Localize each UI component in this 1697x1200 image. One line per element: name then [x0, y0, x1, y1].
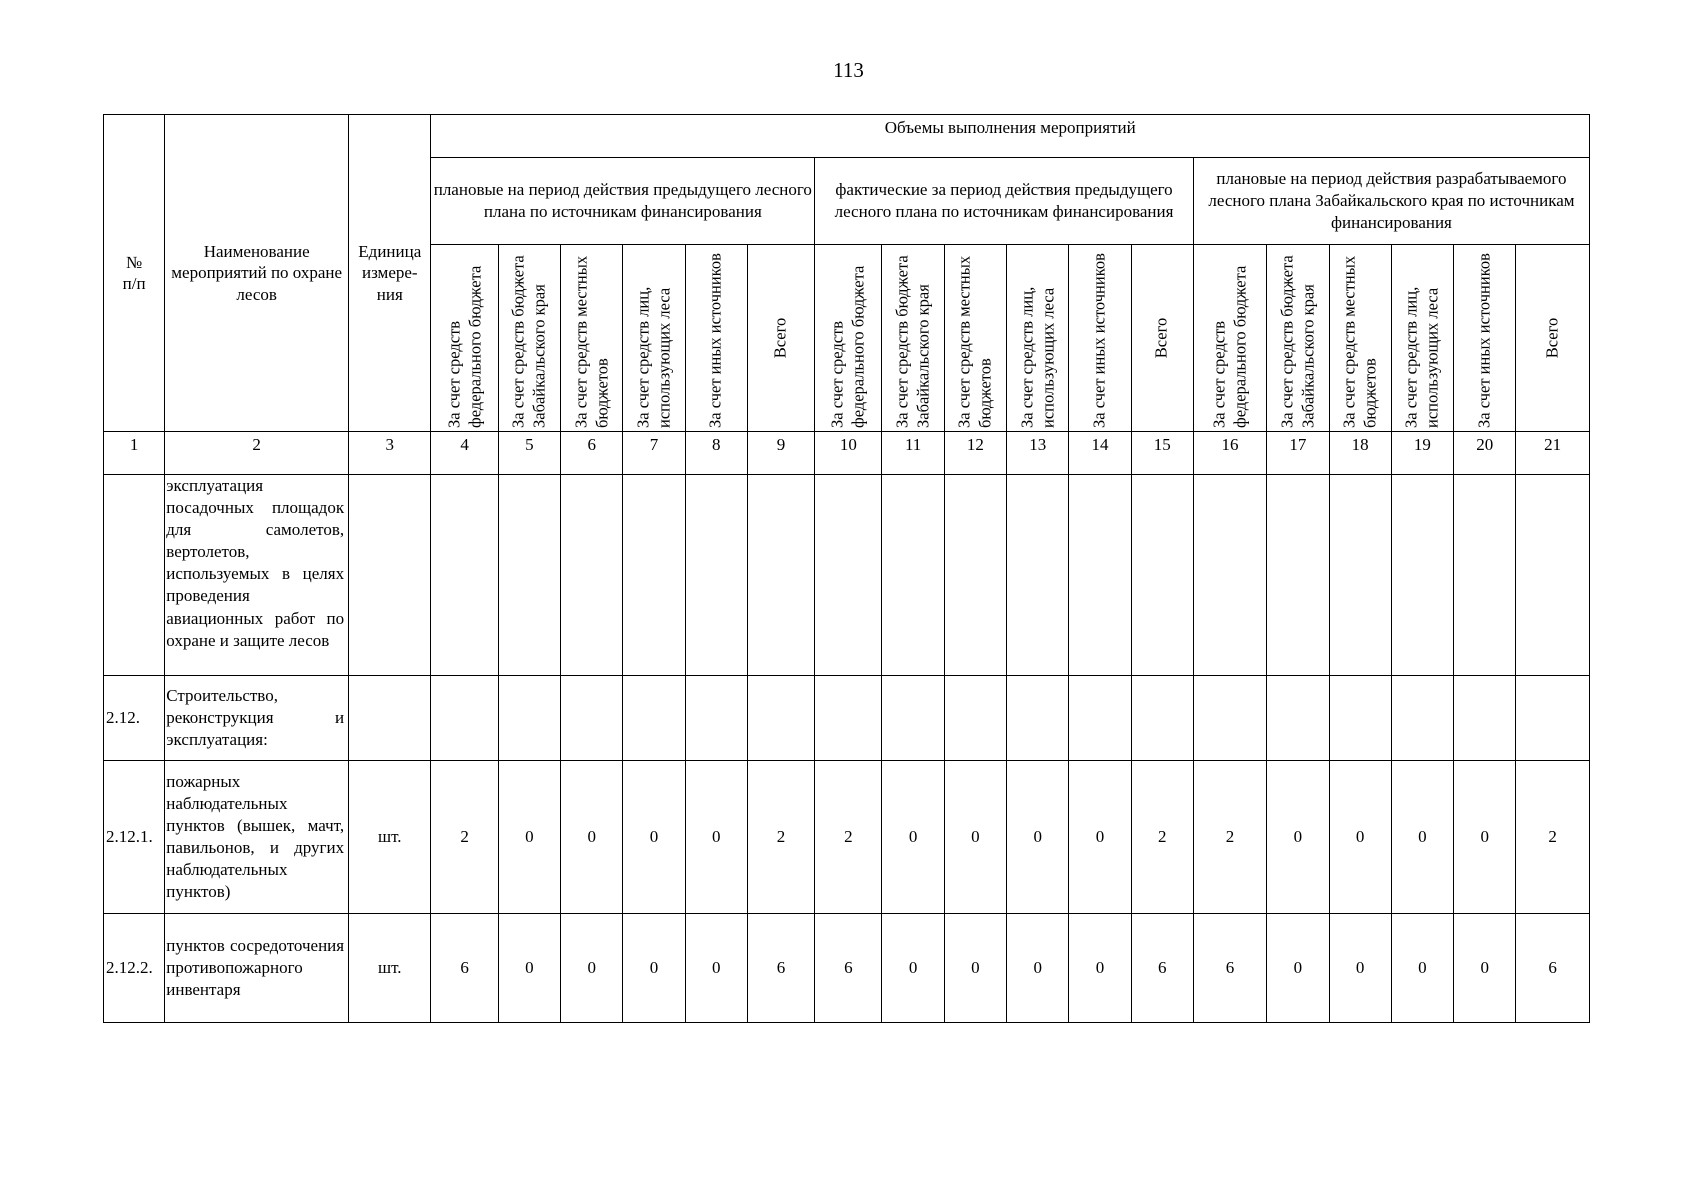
- row-value: 0: [1069, 761, 1131, 914]
- column-number: 13: [1007, 432, 1069, 475]
- row-name: эксплуатация посадочных площадок для самолетов, вертолетов, используемых в целях проведения авиационных работ по охране и защите лесов: [165, 475, 349, 676]
- row-value: [1193, 676, 1266, 761]
- row-value: [561, 475, 623, 676]
- header-source-cell: [1267, 245, 1329, 432]
- header-source-label: За счет средств лиц, использующих леса: [1017, 286, 1057, 428]
- table-row: [104, 914, 1590, 1023]
- row-value: 2: [431, 761, 498, 914]
- row-value: [944, 676, 1006, 761]
- row-value: 0: [1454, 761, 1516, 914]
- header-source-cell: [685, 245, 747, 432]
- header-source-cell: [1193, 245, 1266, 432]
- header-source-label: За счет средств лиц, использующих леса: [633, 286, 673, 428]
- header-source-label: За счет средств местных бюджетов: [571, 255, 611, 428]
- column-number: 18: [1329, 432, 1391, 475]
- row-value: 6: [815, 914, 882, 1023]
- row-value: 0: [1329, 761, 1391, 914]
- header-source-label: За счет средств бюджета Забайкальского края: [508, 255, 549, 428]
- column-number: 15: [1131, 432, 1193, 475]
- column-number: 3: [349, 432, 431, 475]
- header-source-label: Всего: [1151, 317, 1171, 359]
- row-value: 0: [1391, 914, 1453, 1023]
- row-value: 0: [882, 914, 944, 1023]
- header-group-3: [1193, 158, 1589, 245]
- header-source-cell: [431, 245, 498, 432]
- column-number: 2: [165, 432, 349, 475]
- row-value: 6: [1131, 914, 1193, 1023]
- column-number: 4: [431, 432, 498, 475]
- row-number: 2.12.1.: [104, 761, 165, 914]
- header-source-label: За счет иных источников: [1474, 253, 1494, 428]
- row-value: 0: [498, 914, 560, 1023]
- header-group-label: плановые на период действия предыдущего лесного плана по источникам финансирования: [433, 179, 812, 221]
- header-source-label: Всего: [1542, 317, 1562, 359]
- row-value: [1007, 475, 1069, 676]
- row-value: [815, 676, 882, 761]
- row-value: [685, 475, 747, 676]
- row-value: [1454, 676, 1516, 761]
- row-name: Строительство, реконструкция и эксплуатация:: [165, 676, 349, 761]
- row-name: пожарных наблюдательных пунктов (вышек, мачт, павильонов, и других наблюдательных пунктов): [165, 761, 349, 914]
- row-value: [1007, 676, 1069, 761]
- row-value: 2: [1516, 761, 1590, 914]
- row-value: 0: [561, 914, 623, 1023]
- row-value: 0: [1007, 761, 1069, 914]
- header-col-name-text: Наименование мероприятий по охране лесов: [171, 242, 343, 304]
- row-value: [1267, 676, 1329, 761]
- row-value: 6: [747, 914, 814, 1023]
- header-group-label: фактические за период действия предыдущего лесного плана по источникам финансирования: [834, 179, 1174, 221]
- row-value: 0: [1007, 914, 1069, 1023]
- row-value: 0: [1329, 914, 1391, 1023]
- row-unit: шт.: [349, 914, 431, 1023]
- row-value: [498, 475, 560, 676]
- row-value: 0: [1267, 914, 1329, 1023]
- row-value: 6: [1516, 914, 1590, 1023]
- row-value: [882, 475, 944, 676]
- header-source-cell: [561, 245, 623, 432]
- row-value: [1516, 676, 1590, 761]
- table-row: [104, 475, 1590, 676]
- header-source-cell: [1391, 245, 1453, 432]
- header-col-unit: [349, 115, 431, 432]
- row-value: [1454, 475, 1516, 676]
- row-value: [1193, 475, 1266, 676]
- header-source-cell: [1131, 245, 1193, 432]
- table-row: [104, 761, 1590, 914]
- row-value: [1267, 475, 1329, 676]
- row-value: 2: [747, 761, 814, 914]
- header-source-cell: [498, 245, 560, 432]
- column-number: 5: [498, 432, 560, 475]
- row-value: [431, 475, 498, 676]
- row-value: [747, 676, 814, 761]
- header-source-label: За счет средств федерального бюджета: [443, 265, 484, 428]
- row-value: [561, 676, 623, 761]
- row-number: 2.12.: [104, 676, 165, 761]
- header-source-cell: [944, 245, 1006, 432]
- header-source-cell: [747, 245, 814, 432]
- row-name: пунктов сосредоточения противопожарного инвентаря: [165, 914, 349, 1023]
- header-source-label: За счет средств местных бюджетов: [954, 255, 995, 428]
- row-value: [623, 676, 685, 761]
- header-source-cell: [1007, 245, 1069, 432]
- row-value: 0: [944, 914, 1006, 1023]
- row-value: [1131, 475, 1193, 676]
- table-row: [104, 676, 1590, 761]
- column-number: 19: [1391, 432, 1453, 475]
- column-number: 8: [685, 432, 747, 475]
- row-value: 2: [1131, 761, 1193, 914]
- row-value: 0: [1267, 761, 1329, 914]
- header-source-label: За счет иных источников: [1089, 253, 1109, 428]
- row-unit: шт.: [349, 761, 431, 914]
- row-value: 0: [1454, 914, 1516, 1023]
- row-value: [1329, 475, 1391, 676]
- row-value: [498, 676, 560, 761]
- row-value: 6: [431, 914, 498, 1023]
- row-value: 0: [498, 761, 560, 914]
- header-source-label: За счет средств бюджета Забайкальского края: [892, 255, 933, 428]
- row-value: [815, 475, 882, 676]
- row-value: [944, 475, 1006, 676]
- row-value: 0: [882, 761, 944, 914]
- row-value: [747, 475, 814, 676]
- header-source-label: За счет средств федерального бюджета: [1209, 265, 1250, 428]
- row-value: 0: [1069, 914, 1131, 1023]
- row-value: [1516, 475, 1590, 676]
- row-number: 2.12.2.: [104, 914, 165, 1023]
- header-source-label: За счет средств федерального бюджета: [827, 265, 868, 428]
- row-value: [1131, 676, 1193, 761]
- row-value: [1391, 475, 1453, 676]
- column-number: 1: [104, 432, 165, 475]
- row-value: [882, 676, 944, 761]
- row-value: [431, 676, 498, 761]
- row-unit: [349, 475, 431, 676]
- header-source-label: Всего: [770, 317, 790, 359]
- header-source-cell: [1329, 245, 1391, 432]
- header-source-cell: [882, 245, 944, 432]
- row-value: 0: [1391, 761, 1453, 914]
- row-value: 0: [623, 914, 685, 1023]
- header-source-label: За счет средств местных бюджетов: [1339, 255, 1380, 428]
- header-col-unit-text: Единица измере-ния: [358, 242, 422, 304]
- header-source-label: За счет средств лиц, использующих леса: [1401, 286, 1442, 428]
- header-source-cell: [815, 245, 882, 432]
- column-number: 16: [1193, 432, 1266, 475]
- row-value: 2: [815, 761, 882, 914]
- header-volumes-title: Объемы выполнения мероприятий: [431, 115, 1590, 158]
- header-col-name: [165, 115, 349, 432]
- row-value: [623, 475, 685, 676]
- column-number: 17: [1267, 432, 1329, 475]
- column-number: 9: [747, 432, 814, 475]
- forest-protection-table: [103, 114, 1590, 1023]
- column-number: 20: [1454, 432, 1516, 475]
- header-group-label: плановые на период действия разрабатываемого лесного плана Забайкальского края по источникам финансирования: [1208, 168, 1575, 233]
- header-col-number: № п/п: [104, 115, 165, 432]
- header-source-cell: [1454, 245, 1516, 432]
- row-value: [1391, 676, 1453, 761]
- page-number: 113: [833, 58, 864, 82]
- header-source-label: За счет иных источников: [705, 253, 725, 428]
- column-number: 11: [882, 432, 944, 475]
- header-source-cell: [623, 245, 685, 432]
- row-number: [104, 475, 165, 676]
- row-value: [1069, 475, 1131, 676]
- row-value: 0: [685, 761, 747, 914]
- row-value: 0: [561, 761, 623, 914]
- row-value: 2: [1193, 761, 1266, 914]
- column-number: 14: [1069, 432, 1131, 475]
- row-value: [1069, 676, 1131, 761]
- row-value: [1329, 676, 1391, 761]
- row-value: 0: [623, 761, 685, 914]
- row-value: [685, 676, 747, 761]
- header-group-1: [431, 158, 815, 245]
- row-unit: [349, 676, 431, 761]
- row-value: 0: [685, 914, 747, 1023]
- header-group-2: [815, 158, 1194, 245]
- header-source-label: За счет средств бюджета Забайкальского края: [1277, 255, 1317, 428]
- row-value: 6: [1193, 914, 1266, 1023]
- column-number: 10: [815, 432, 882, 475]
- row-value: 0: [944, 761, 1006, 914]
- column-number: 12: [944, 432, 1006, 475]
- header-source-cell: [1069, 245, 1131, 432]
- column-number: 6: [561, 432, 623, 475]
- column-number: 7: [623, 432, 685, 475]
- header-source-cell: [1516, 245, 1590, 432]
- column-number: 21: [1516, 432, 1590, 475]
